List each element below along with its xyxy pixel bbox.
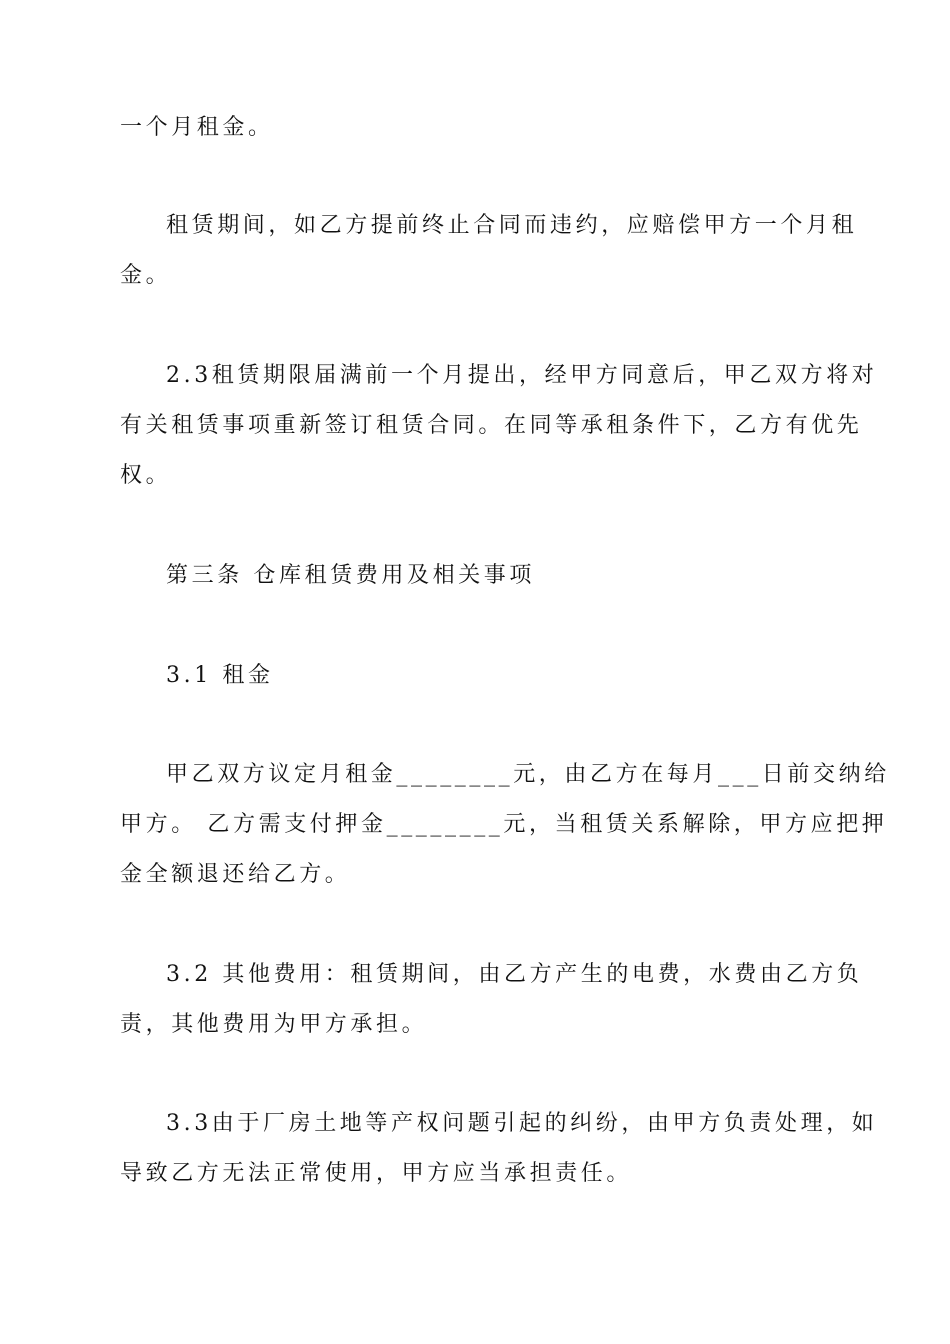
paragraph-line: 3.2 其他费用：租赁期间，由乙方产生的电费，水费由乙方负 [166, 962, 863, 987]
paragraph-line: 权。 [120, 463, 172, 488]
paragraph-line: 2.3租赁期限届满前一个月提出，经甲方同意后，甲乙双方将对 [166, 363, 878, 388]
section-heading: 第三条 仓库租赁费用及相关事项 [166, 563, 535, 588]
paragraph-line: 责，其他费用为甲方承担。 [120, 1012, 428, 1037]
paragraph-line: 甲方。 乙方需支付押金________元，当租赁关系解除，甲方应把押 [120, 812, 888, 837]
paragraph-line: 有关租赁事项重新签订租赁合同。在同等承租条件下，乙方有优先 [120, 413, 863, 438]
paragraph-line: 金全额退还给乙方。 [120, 862, 351, 887]
paragraph-line: 甲乙双方议定月租金________元，由乙方在每月___日前交纳给 [166, 762, 890, 787]
paragraph-line: 一个月租金。 [120, 115, 274, 140]
paragraph-line: 租赁期间，如乙方提前终止合同而违约，应赔偿甲方一个月租 [166, 213, 858, 238]
paragraph-line: 3.3由于厂房土地等产权问题引起的纠纷，由甲方负责处理，如 [166, 1111, 878, 1136]
paragraph-line: 金。 [120, 263, 172, 288]
paragraph-line: 导致乙方无法正常使用，甲方应当承担责任。 [120, 1161, 633, 1186]
subsection-heading: 3.1 租金 [166, 663, 274, 688]
